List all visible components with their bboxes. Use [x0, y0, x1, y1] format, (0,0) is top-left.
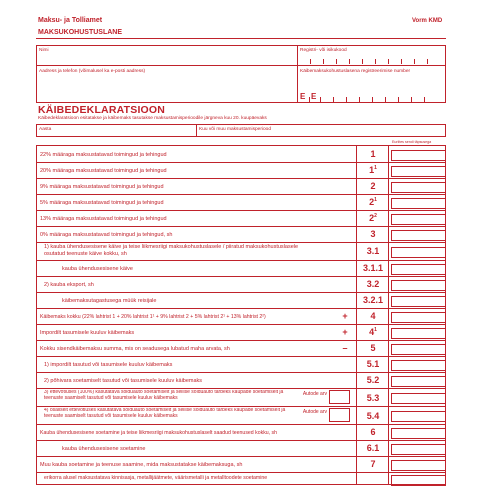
name-label: Nimi — [39, 48, 49, 53]
row-6-1-value-field[interactable] — [391, 444, 446, 455]
row-label: erikorra alusel maksustatava kinnisasja, metallijäätmete, väärismetalli ja metalltoodete soetamine — [44, 475, 268, 481]
row-code: 6.1 — [366, 443, 380, 453]
year-field[interactable] — [60, 125, 195, 136]
row-5-2-value-field[interactable] — [391, 376, 446, 387]
row-5-4-value-field[interactable] — [391, 411, 446, 422]
car-count-label: Autode arv — [302, 409, 327, 415]
row-code: 1 — [370, 149, 376, 159]
row-2-1-value-field[interactable] — [391, 198, 446, 209]
row-label: 5% määraga maksustatavad toimingud ja tehingud — [40, 200, 164, 206]
minus-sign: – — [342, 343, 348, 353]
row-code: 5.3 — [366, 393, 380, 403]
row-7-1-value-field[interactable] — [391, 475, 446, 486]
row-3-2-1-value-field[interactable] — [391, 296, 446, 307]
row-label: 13% määraga maksustatavad toimingud ja tehingud — [40, 216, 167, 222]
plus-sign: + — [342, 327, 348, 337]
row-5-3-value-field[interactable] — [391, 393, 446, 404]
row-code: $2^1$ — [369, 197, 377, 207]
row-code: $1^1$ — [369, 165, 377, 175]
plus-sign: + — [342, 311, 348, 321]
vat-number-label: Käibemaksukohustuslasena registreerimise number — [300, 69, 411, 74]
row-label: 1) impordilt tasutud või tasumisele kuuluv käibemaks — [44, 362, 173, 368]
row-label: Kauba ühendusesisene soetamine ja teise liikmesriigi maksukohustuslaselt saadud teenused kokku, sh — [40, 430, 278, 436]
row-code: 3.2 — [366, 279, 380, 289]
row-1-1-value-field[interactable] — [391, 166, 446, 177]
row-6-value-field[interactable] — [391, 428, 446, 439]
row-label: 1) kauba ühendusesisene käive ja teise liikmesriigi maksukohustuslasele / piiratud maksukohustuslasele osutatud teenuste käive kokku, sh — [44, 244, 299, 257]
row-code: 5.2 — [366, 375, 380, 385]
vat-prefix-e1: E — [300, 92, 306, 101]
taxpayer-section-title: MAKSUKOHUSTUSLANE — [38, 29, 122, 36]
declaration-subtitle: Käibedeklaratsioon esitatakse ja käibemaks tasutakse maksustamisperioodile järgneva kuu 20. kuupäevaks — [38, 116, 267, 121]
row-5-1-value-field[interactable] — [391, 360, 446, 371]
vat-prefix-e2: E — [311, 92, 317, 101]
row-code: 5 — [370, 343, 376, 353]
row-code: 5.4 — [366, 411, 380, 421]
row-label: kauba ühendusesisene soetamine — [62, 446, 146, 452]
row-code: 4 — [370, 311, 376, 321]
period-label: Kuu või muu maksustamisperiood — [199, 127, 271, 132]
currency-note: Euriites sendi täpsusega — [392, 140, 432, 144]
row-label: 22% määraga maksustatavad toimingud ja tehingud — [40, 152, 167, 158]
row-4-1-value-field[interactable] — [391, 328, 446, 339]
row-3-2-value-field[interactable] — [391, 280, 446, 291]
row-1-value-field[interactable] — [391, 150, 446, 161]
address-field[interactable] — [37, 76, 296, 102]
row-5-value-field[interactable] — [391, 344, 446, 355]
row-label: 2) kauba eksport, sh — [44, 282, 94, 288]
row-label: käibemaksutagastusega müük reisijale — [62, 298, 157, 304]
row-label: 2) põhivara soetamiselt tasutud või tasumisele kuuluv käibemaks — [44, 378, 203, 384]
row-4-value-field[interactable] — [391, 312, 446, 323]
row-label: 0% määraga maksustatavad toimingud ja tehingud, sh — [40, 232, 173, 238]
row-code: 3 — [370, 229, 376, 239]
vat-number-field[interactable] — [320, 90, 445, 102]
row-code: 3.2.1 — [362, 295, 384, 305]
row-label: Kokku sisendkäibemaksu summa, mis on seadusega lubatud maha arvata, sh — [40, 346, 230, 352]
row-3-value-field[interactable] — [391, 230, 446, 241]
row-code: $2^2$ — [369, 213, 377, 223]
row-code: 2 — [370, 181, 376, 191]
row-label: kauba ühendusesisene käive — [62, 266, 133, 272]
row-code: 3.1.1 — [362, 263, 384, 273]
row-code: $4^1$ — [369, 327, 377, 337]
address-label: Aadress ja telefon (võimalusel ka e-posti aadress) — [39, 69, 146, 74]
row-label: 3) ettevõtluses (100%) kasutatava sõiduauto soetamiselt ja sellise sõiduauto tarbeks kaupade soetamiselt ja teenuste saamiselt tasutud või tasumisele kuuluv käibemaks — [44, 390, 284, 401]
name-field[interactable] — [37, 54, 296, 64]
row-label: Impordilt tasumisele kuuluv käibemaks — [40, 330, 135, 336]
row-code: 6 — [370, 427, 376, 437]
row-2-2-value-field[interactable] — [391, 214, 446, 225]
row-3-1-value-field[interactable] — [391, 247, 446, 258]
declaration-title: KÄIBEDEKLARATSIOON — [38, 104, 166, 116]
row-2-value-field[interactable] — [391, 182, 446, 193]
row-label: 9% määraga maksustatavad toimingud ja tehingud — [40, 184, 164, 190]
form-code: Vorm KMD — [412, 18, 443, 24]
row-label: Muu kauba soetamine ja teenuse saamine, mida maksustatakse käibemaksuga, sh — [40, 462, 243, 468]
row-label: 20% määraga maksustatavad toimingud ja tehingud — [40, 168, 167, 174]
org-name: Maksu- ja Tolliamet — [38, 17, 103, 24]
row-code: 3.1 — [366, 246, 380, 256]
row-code: 7 — [370, 459, 376, 469]
regcode-field[interactable] — [298, 54, 445, 64]
regcode-label: Registri- või isikukood — [300, 48, 347, 53]
row-5-3-car-count-field[interactable] — [329, 390, 350, 404]
row-7-value-field[interactable] — [391, 460, 446, 471]
row-label: Käibemaks kokku (22% lahtrist 1 + 20% lahtrist 1¹ + 9% lahtrist 2 + 5% lahtrist 2¹ + 13% lahtrist 2²) — [40, 314, 266, 320]
period-field[interactable] — [300, 125, 445, 136]
row-code: 5.1 — [366, 359, 380, 369]
car-count-label: Autode arv — [302, 391, 327, 397]
row-3-1-1-value-field[interactable] — [391, 264, 446, 275]
row-label: 4) osaliselt ettevõtluses kasutatava sõiduauto soetamiselt ja sellise sõiduauto tarbeks kaupade soetamiselt ja teenuste saamiselt tasutud või tasumisele kuuluv käibemaks — [44, 408, 286, 419]
year-label: Aasta — [39, 127, 52, 132]
row-5-4-car-count-field[interactable] — [329, 408, 350, 422]
